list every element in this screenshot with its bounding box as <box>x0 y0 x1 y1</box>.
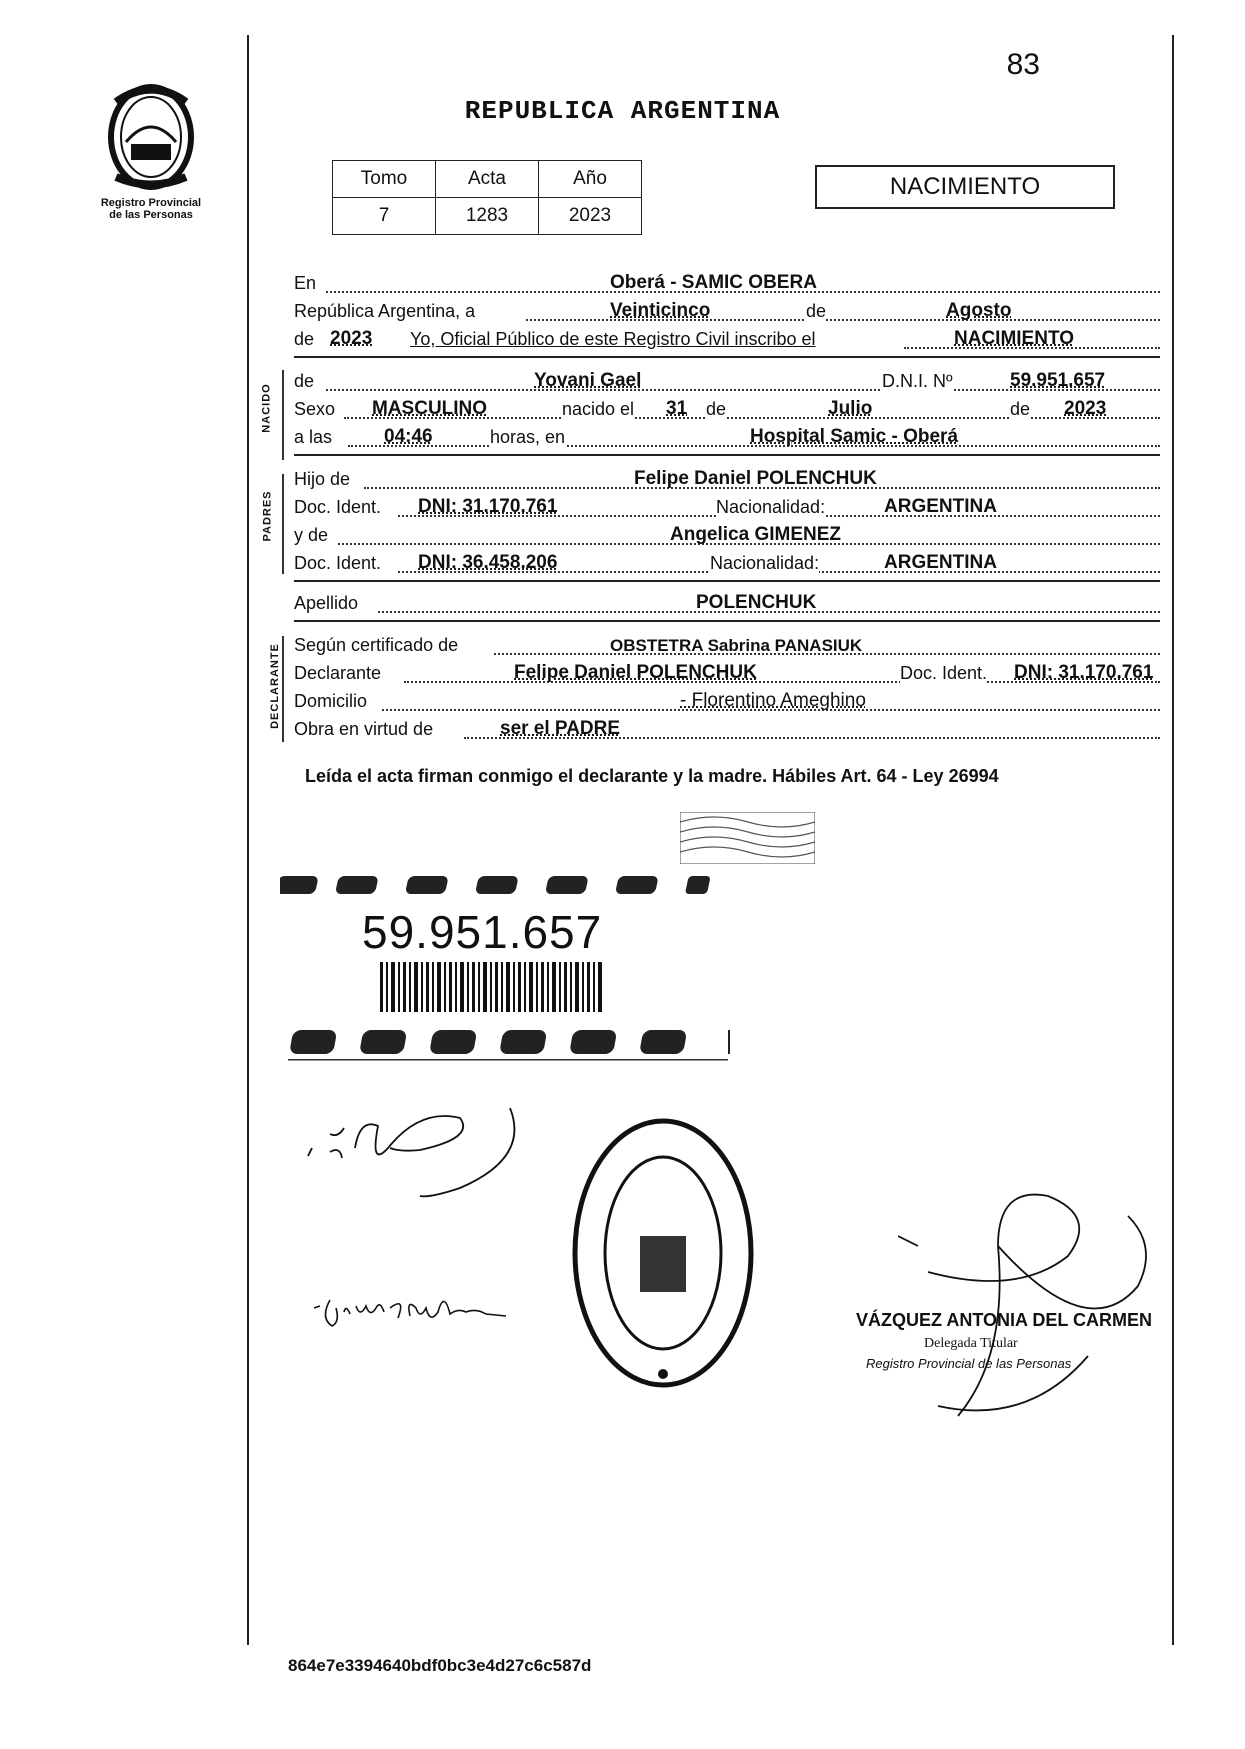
value-madre: Angelica GIMENEZ <box>670 524 842 545</box>
value-tipo: NACIMIENTO <box>954 328 1074 349</box>
signatory-org: Registro Provincial de las Personas <box>866 1356 1072 1371</box>
value-madre-dni: DNI: 36.458.206 <box>418 552 558 573</box>
value-padre-dni: DNI: 31.170.761 <box>418 496 558 517</box>
label-republica: República Argentina, a <box>294 301 476 321</box>
separator <box>294 454 1160 456</box>
side-bracket-nacido <box>282 370 284 460</box>
signatory-name: VÁZQUEZ ANTONIA DEL CARMEN <box>856 1310 1153 1330</box>
label-yo: Yo, Oficial Público de este Registro Civil inscribo el <box>410 329 816 349</box>
side-label-padres: PADRES <box>261 490 274 542</box>
label-de-mes: de <box>706 399 727 419</box>
label-de-anio: de <box>294 329 315 349</box>
delegation-stamp-icon <box>568 1112 758 1394</box>
label-de: de <box>806 301 827 321</box>
left-margin-line <box>247 35 249 1645</box>
row-domicilio <box>294 688 1160 714</box>
registry-label-2: de las Personas <box>109 209 193 221</box>
row-nombre <box>294 368 1160 394</box>
row-inscribo <box>294 326 1160 352</box>
value-mes-texto: Agosto <box>946 300 1012 321</box>
value-dni: 59.951.657 <box>1010 370 1106 391</box>
label-de-anio-nac: de <box>1010 399 1031 419</box>
value-declarante-dni: DNI: 31.170.761 <box>1014 662 1154 683</box>
value-anio: 2023 <box>539 198 642 235</box>
label-horas-en: horas, en <box>490 427 566 447</box>
row-padre-doc <box>294 494 1160 520</box>
label-y-de: y de <box>294 525 329 545</box>
row-fecha <box>294 298 1160 324</box>
row-obra <box>294 716 1160 742</box>
row-sexo <box>294 396 1160 422</box>
separator <box>294 356 1160 358</box>
label-en: En <box>294 273 317 293</box>
value-padre: Felipe Daniel POLENCHUK <box>634 468 877 489</box>
value-domicilio: - Florentino Ameghino <box>680 690 866 711</box>
label-apellido: Apellido <box>294 593 359 613</box>
label-a-las: a las <box>294 427 333 447</box>
label-nacido-el: nacido el <box>562 399 635 419</box>
separator <box>294 620 1160 622</box>
label-nacionalidad: Nacionalidad: <box>716 497 826 517</box>
value-acta: 1283 <box>436 198 539 235</box>
signatory-role: Delegada Titular <box>924 1336 1018 1351</box>
side-label-nacido: NACIDO <box>260 383 273 433</box>
label-sexo: Sexo <box>294 399 336 419</box>
label-segun: Según certificado de <box>294 635 459 655</box>
value-padre-nac: ARGENTINA <box>884 496 997 517</box>
side-label-declarante: DECLARANTE <box>268 643 281 729</box>
right-margin-line <box>1172 35 1174 1645</box>
header-tomo: Tomo <box>333 161 436 198</box>
value-declarante: Felipe Daniel POLENCHUK <box>514 662 757 683</box>
label-obra: Obra en virtud de <box>294 719 434 739</box>
document-title: REPUBLICA ARGENTINA <box>464 96 781 126</box>
row-apellido <box>294 590 1160 616</box>
label-domicilio: Domicilio <box>294 691 368 711</box>
value-anio-acta: 2023 <box>330 328 373 349</box>
row-madre <box>294 522 1160 548</box>
dni-large: 59.951.657 <box>362 906 603 958</box>
value-lugar: Oberá - SAMIC OBERA <box>610 272 817 293</box>
label-hijo-de: Hijo de <box>294 469 351 489</box>
value-hora: 04:46 <box>384 426 433 447</box>
reading-note: Leída el acta firman conmigo el declarante y la madre. Hábiles Art. 64 - Ley 26994 <box>305 766 999 786</box>
value-lugar-nac: Hospital Samic - Oberá <box>750 426 959 447</box>
row-declarante <box>294 660 1160 686</box>
label-doc-ident-madre: Doc. Ident. <box>294 553 382 573</box>
header-acta: Acta <box>436 161 539 198</box>
value-madre-nac: ARGENTINA <box>884 552 997 573</box>
label-doc-ident-declarante: Doc. Ident. <box>900 663 988 683</box>
value-dia-texto: Veinticinco <box>610 300 711 321</box>
value-mes-nac: Julio <box>828 398 873 419</box>
label-declarante: Declarante <box>294 663 382 683</box>
separator <box>294 580 1160 582</box>
row-lugar <box>294 270 1160 296</box>
page-number: 83 <box>1006 48 1040 81</box>
side-bracket-declarante <box>282 636 284 742</box>
signature-official-icon <box>898 1176 1158 1426</box>
value-tomo: 7 <box>333 198 436 235</box>
label-nacionalidad-madre: Nacionalidad: <box>710 553 820 573</box>
signature-declarante-icon <box>300 1108 530 1198</box>
row-padre <box>294 466 1160 492</box>
value-apellido: POLENCHUK <box>696 592 817 613</box>
document-hash: 864e7e3394640bdf0bc3e4d27c6c587d <box>288 1656 592 1675</box>
value-anio-nac: 2023 <box>1064 398 1107 419</box>
value-nombre: Yovani Gael <box>534 370 642 391</box>
act-number-table <box>332 160 642 235</box>
row-hora <box>294 424 1160 450</box>
label-doc-ident: Doc. Ident. <box>294 497 382 517</box>
registry-label-1: Registro Provincial <box>100 197 202 209</box>
header-anio: Año <box>539 161 642 198</box>
barcode-icon <box>380 962 606 1012</box>
act-type-box: NACIMIENTO <box>815 165 1115 209</box>
value-certificado: OBSTETRA Sabrina PANASIUK <box>610 636 863 655</box>
security-pattern-bottom-icon <box>288 1026 738 1062</box>
side-bracket-padres <box>282 474 284 574</box>
label-dni: D.N.I. Nº <box>882 371 953 391</box>
label-de-nombre: de <box>294 371 315 391</box>
security-pattern-top-icon <box>280 870 730 900</box>
value-obra: ser el PADRE <box>500 718 621 739</box>
value-dia-nac: 31 <box>666 398 688 419</box>
signature-madre-icon <box>310 1278 510 1338</box>
row-certificado <box>294 632 1160 658</box>
security-hologram-icon <box>680 812 815 864</box>
row-madre-doc <box>294 550 1160 576</box>
value-sexo: MASCULINO <box>372 398 488 419</box>
